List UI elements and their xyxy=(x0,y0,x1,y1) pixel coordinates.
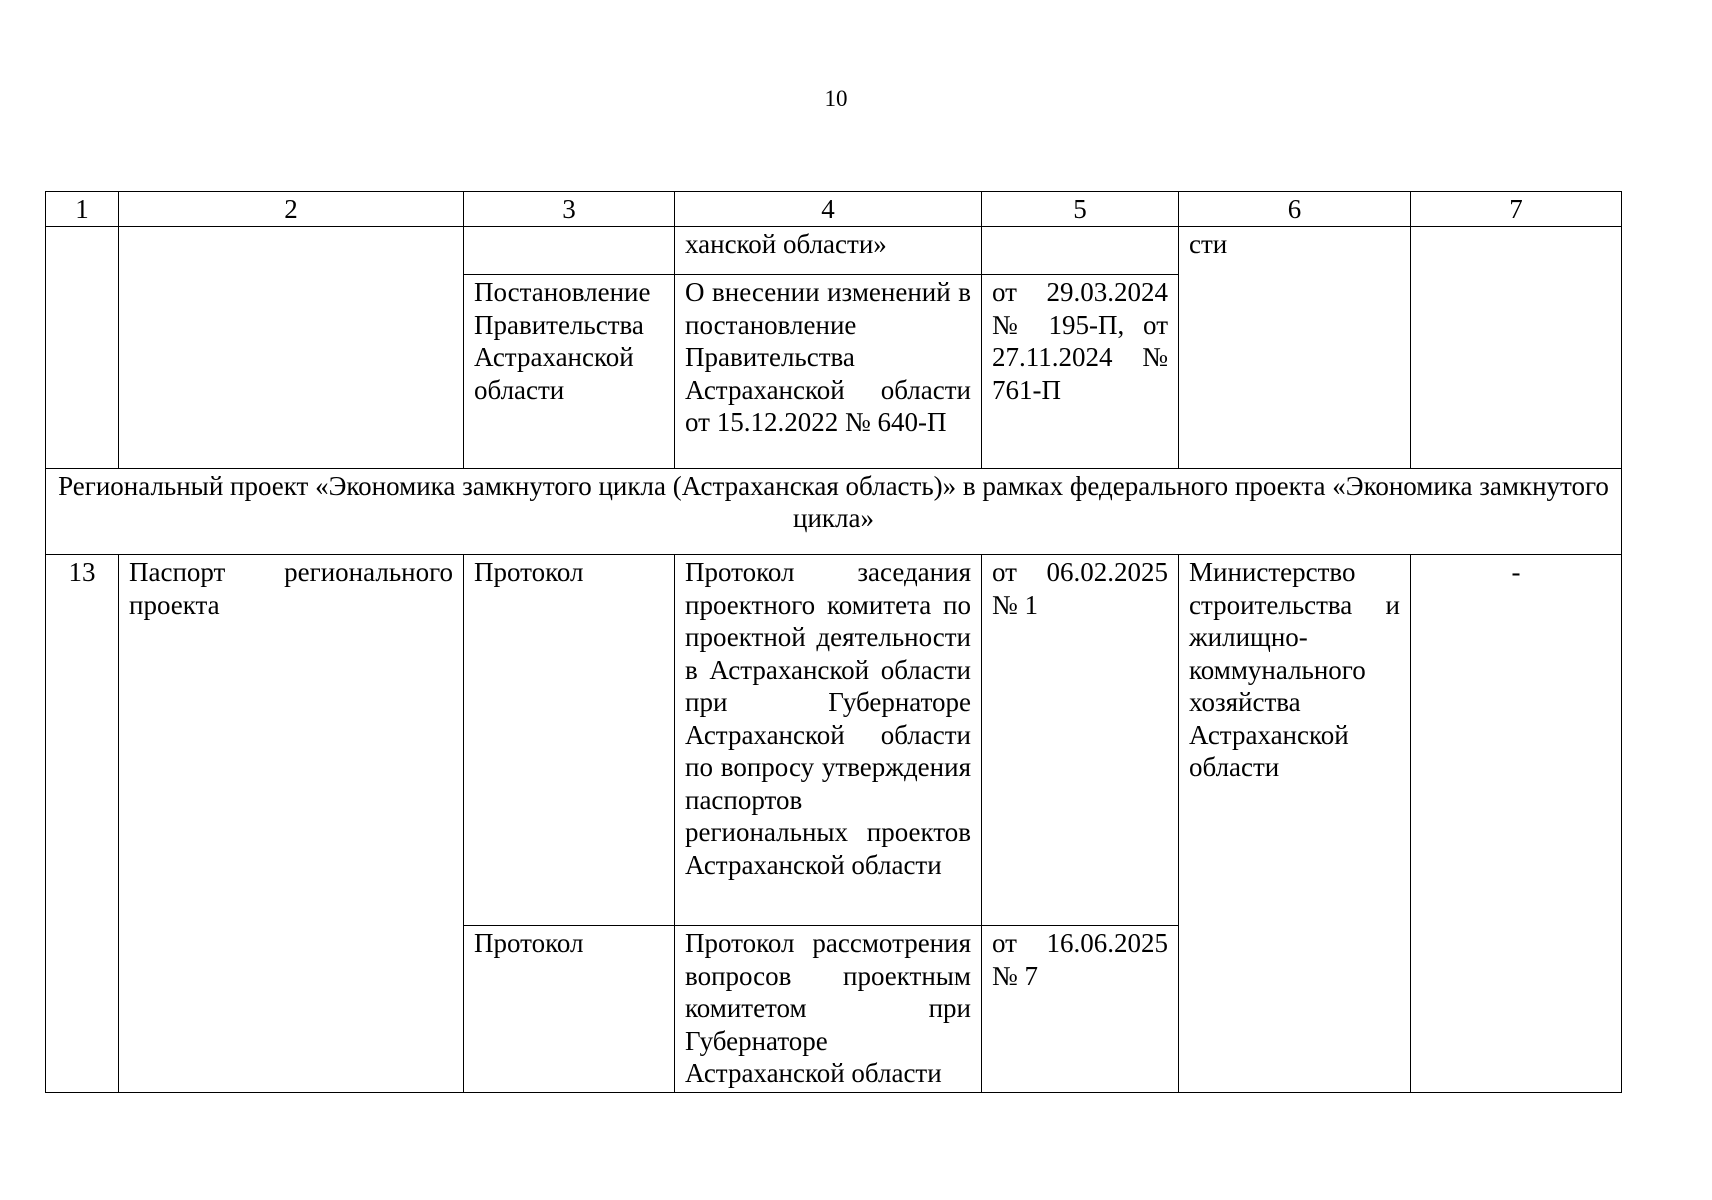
header-cell-1: 1 xyxy=(46,192,119,227)
header-cell-3: 3 xyxy=(464,192,675,227)
cell-continued-col4: ханской области» xyxy=(675,227,982,275)
header-cell-5: 5 xyxy=(982,192,1179,227)
table-header-row xyxy=(46,192,1622,227)
cell-continued-col3 xyxy=(464,227,675,275)
cell-row13-col6: Министерство строительства и жилищно-коммунального хозяйства Астраханской области xyxy=(1179,555,1411,1093)
cell-row13-col5-b: от 16.06.2025 № 7 xyxy=(982,926,1179,1093)
cell-row13-col5-a: от 06.02.2025 № 1 xyxy=(982,555,1179,926)
document-table xyxy=(45,191,1622,1093)
cell-row13-col2: Паспорт регионального проекта xyxy=(119,555,464,1093)
cell-continued-col7 xyxy=(1411,227,1622,469)
cell-row13-col4-a: Протокол заседания проектного комитета по проектной деятельности в Астраханской области при Губернаторе Астраханской области по вопросу утверждения паспортов региональных проектов Астраханской области xyxy=(675,555,982,926)
header-cell-7: 7 xyxy=(1411,192,1622,227)
header-cell-6: 6 xyxy=(1179,192,1411,227)
cell-continued-col6: сти xyxy=(1179,227,1411,469)
cell-document-dates: от 29.03.2024 № 195-П, от 27.11.2024 № 761-П xyxy=(982,275,1179,469)
table-row-13 xyxy=(46,555,1622,926)
table-row-continued xyxy=(46,227,1622,275)
cell-document-type: Постановление Правительства Астраханской области xyxy=(464,275,675,469)
cell-continued-col2 xyxy=(119,227,464,469)
cell-continued-col1 xyxy=(46,227,119,469)
row-number: 13 xyxy=(46,555,119,1093)
page-number: 10 xyxy=(824,86,848,111)
section-title: Региональный проект «Экономика замкнутого цикла (Астраханская область)» в рамках федерального проекта «Экономика замкнутого цикла» xyxy=(46,469,1622,555)
cell-document-title: О внесении изменений в постановление Правительства Астраханской области от 15.12.2022 № 640-П xyxy=(675,275,982,469)
header-cell-2: 2 xyxy=(119,192,464,227)
cell-row13-col3-a: Протокол xyxy=(464,555,675,926)
cell-row13-col3-b: Протокол xyxy=(464,926,675,1093)
cell-continued-col5 xyxy=(982,227,1179,275)
section-row xyxy=(46,469,1622,555)
cell-row13-col7: - xyxy=(1411,555,1622,1093)
cell-row13-col4-b: Протокол рассмотрения вопросов проектным комитетом при Губернаторе Астраханской области xyxy=(675,926,982,1093)
header-cell-4: 4 xyxy=(675,192,982,227)
